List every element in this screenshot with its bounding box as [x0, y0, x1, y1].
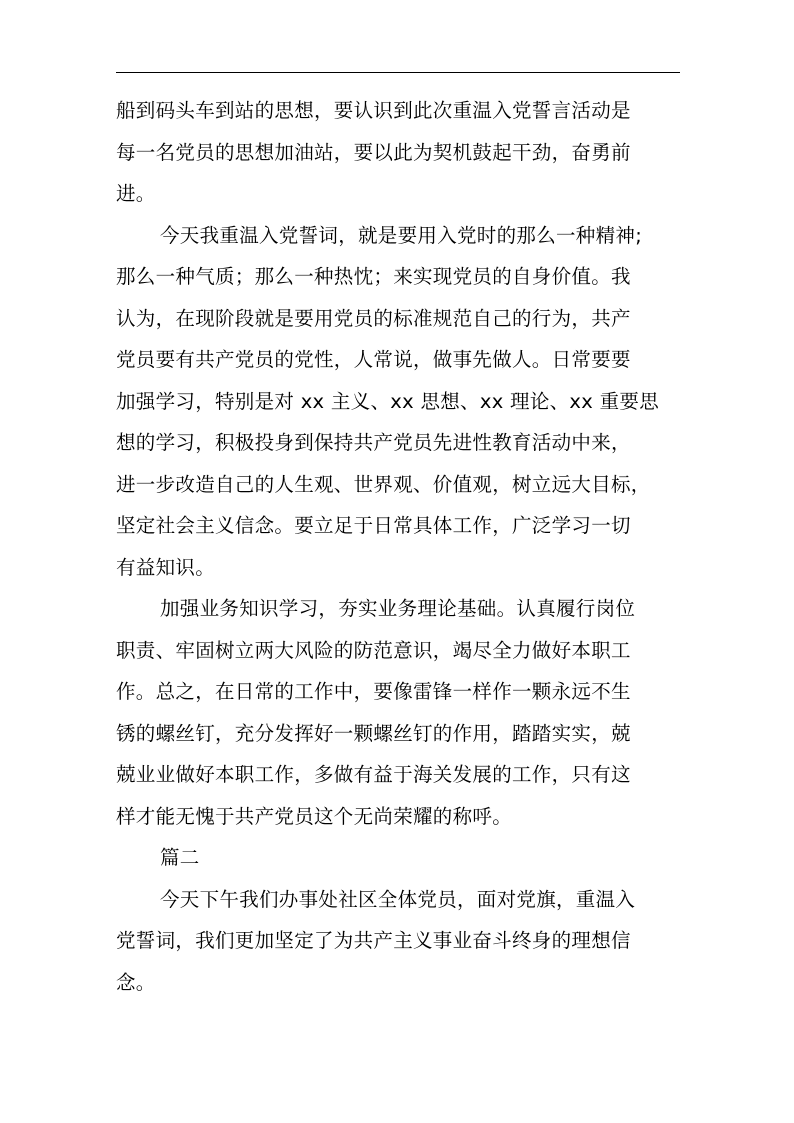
text-line: 篇二: [160, 846, 200, 869]
text-line: 党誓词，我们更加坚定了为共产主义事业奋斗终身的理想信: [116, 929, 631, 952]
text-line: 那么一种气质；那么一种热忱；来实现党员的自身价值。我: [116, 265, 631, 288]
text-line: 加强业务知识学习，夯实业务理论基础。认真履行岗位: [160, 597, 636, 620]
text-line: 作。总之，在日常的工作中，要像雷锋一样作一颗永远不生: [116, 680, 631, 703]
text-line: 每一名党员的思想加油站，要以此为契机鼓起干劲，奋勇前: [116, 140, 631, 164]
text-line: 有益知识。: [116, 555, 216, 579]
text-line: 进。: [116, 182, 156, 205]
text-line: 加强学习，特别是对 xx 主义、xx 思想、xx 理论、xx 重要思: [116, 389, 660, 413]
text-line: 样才能无愧于共产党员这个无尚荣耀的称呼。: [116, 804, 513, 828]
text-line: 今天下午我们办事处社区全体党员，面对党旗，重温入: [160, 887, 636, 911]
text-line: 职责、牢固树立两大风险的防范意识，竭尽全力做好本职工: [116, 638, 631, 662]
text-line: 锈的螺丝钉，充分发挥好一颗螺丝钉的作用，踏踏实实，兢: [116, 721, 631, 745]
text-line: 坚定社会主义信念。要立足于日常具体工作，广泛学习一切: [116, 514, 631, 537]
text-line: 兢业业做好本职工作，多做有益于海关发展的工作，只有这: [116, 763, 631, 786]
text-line: 船到码头车到站的思想，要认识到此次重温入党誓言活动是: [116, 99, 631, 122]
document-body: [116, 90, 688, 1003]
text-line: 今天我重温入党誓词，就是要用入党时的那么一种精神;: [160, 223, 643, 247]
text-line: 认为，在现阶段就是要用党员的标准规范自己的行为，共产: [116, 306, 631, 330]
header-rule: [116, 72, 680, 73]
text-line: 想的学习，积极投身到保持共产党员先进性教育活动中来，: [116, 431, 631, 454]
text-line: 进一步改造自己的人生观、世界观、价值观，树立远大目标，: [116, 472, 651, 496]
text-line: 党员要有共产党员的党性，人常说，做事先做人。日常要要: [116, 348, 631, 371]
text-line: 念。: [116, 970, 156, 994]
